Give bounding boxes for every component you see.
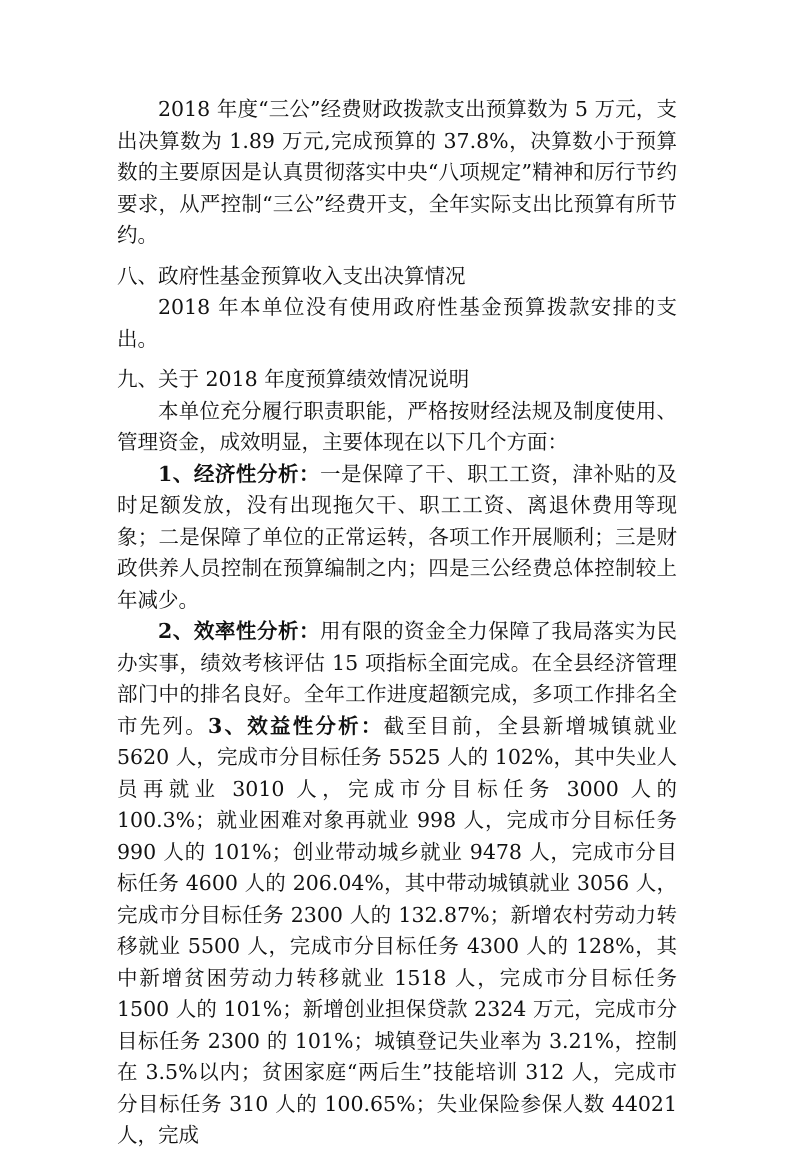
paragraph-efficiency-benefit-analysis (117, 616, 677, 1152)
paragraph-three-public-expenses: 2018 年度“三公”经费财政拨款支出预算数为 5 万元，支出决算数为 1.89 万元,完成预算的 37.8%，决算数小于预算数的主要原因是认真贯彻落实中央“八项规定”精神和厉行节约要求，从严控制“三公”经费开支，全年实际支出比预算有所节约。 (117, 97, 677, 247)
economy-analysis-text: 一是保障了干、职工工资，津补贴的及时足额发放，没有出现拖欠干、职工工资、离退休费用等现象；二是保障了单位的正常运转，各项工作开展顺利；三是财政供养人员控制在预算编制之内；四是三公经费总体控制较上年减少。 (117, 461, 678, 612)
efficiency-analysis-text: 用有限的资金全力保障了我局落实为民办实事，绩效考核评估 15 项指标全面完成。在全县经济管理部门中的排名良好。全年工作进度超额完成，多项工作排名全市先列。 (117, 619, 678, 738)
section-heading-eight: 八、政府性基金预算收入支出决算情况 (117, 263, 466, 288)
section-heading-nine: 九、关于 2018 年度预算绩效情况说明 (117, 367, 470, 391)
paragraph-government-fund: 2018 年本单位没有使用政府性基金预算拨款安排的支出。 (117, 295, 677, 351)
document-page (117, 94, 677, 1152)
economy-analysis-label: 1、经济性分析： (158, 461, 321, 486)
spacer (117, 252, 677, 261)
spacer (117, 355, 677, 364)
benefit-analysis-text: 截至目前，全县新增城镇就业 5620 人，完成市分目标任务 5525 人的 102%，其中失业人员再就业 3010 人，完成市分目标任务 3000 人的 100.3%；就业困难对象再就业 998 人，完成市分目标任务 990 人的 101%；创业带动城乡就业 9478 人，完成市分目标任务 4600 人的 206.04%，其中带动城镇就业 3056 人，完成市分目标任务 2300 人的 132.87%；新增农村劳动力转移就业 5500 人，完成市分目标任务 4300 人的 128%，其中新增贫困劳动力转移就业 1518 人，完成市分目标任务 1500 人的 101%；新增创业担保贷款 2324 万元，完成市分目标任务 2300 的 101%；城镇登记失业率为 3.21%，控制在 3.5%以内；贫困家庭“两后生”技能培训 312 人，完成市分目标任务 310 人的 100.65%；失业保险参保人数 44021 人，完成 (117, 713, 678, 1147)
paragraph-economy-analysis (117, 459, 677, 617)
paragraph-performance-intro: 本单位充分履行职责职能，严格按财经法规及制度使用、管理资金，成效明显，主要体现在以下几个方面： (117, 398, 677, 454)
efficiency-analysis-label: 2、效率性分析： (158, 619, 321, 643)
benefit-analysis-label: 3、效益性分析： (207, 713, 384, 738)
